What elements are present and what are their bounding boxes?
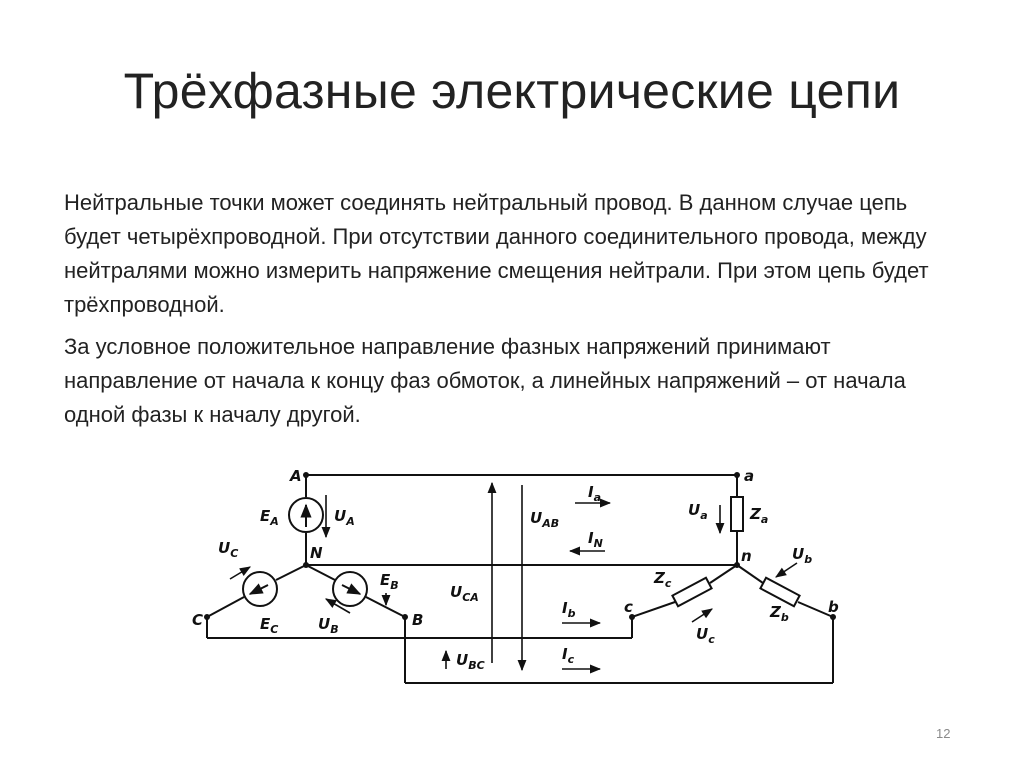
- impedance-zb: [760, 578, 799, 606]
- label-Za: [749, 505, 768, 526]
- slide-title: Трёхфазные электрические цепи: [123, 63, 901, 119]
- label-UAB: [530, 509, 559, 530]
- body-text: [64, 186, 964, 440]
- paragraph-neutral-wire: Нейтральные точки может соединять нейтральный провод. В данном случае цепь будет четырёхпроводной. При отсутствии данного соединительного провода, между нейтралями можно измерить напряжение смещения нейтрали. При этом цепь будет трёхпроводной.: [64, 190, 929, 317]
- svg-text:Zc: $Z_c$: [654, 569, 672, 590]
- phase-b-wire-n: [306, 565, 335, 580]
- svg-text:UB: $U_B$: [318, 615, 339, 636]
- label-EC: [260, 615, 278, 636]
- impedance-za: [731, 497, 743, 531]
- label-node-b: b: [828, 598, 839, 616]
- circuit-svg: [180, 455, 860, 715]
- label-node-a: a: [744, 467, 755, 485]
- label-Ia: [588, 483, 601, 504]
- node-dots: [204, 472, 836, 620]
- svg-text:EB: $E_B$: [380, 571, 399, 592]
- label-EA: [260, 507, 279, 528]
- node-dot-a: [734, 472, 740, 478]
- load-b-wire-n: [737, 565, 763, 583]
- svg-text:Uc: $U_c$: [696, 625, 715, 646]
- load-c-wire-c: [632, 602, 675, 617]
- label-Ub-load: [792, 545, 812, 566]
- label-Ic: [562, 645, 575, 666]
- arrow-uc-load: [692, 609, 712, 622]
- label-node-C: C: [192, 611, 204, 629]
- impedance-zc: [672, 578, 711, 606]
- emf-source-b: [333, 572, 367, 606]
- node-dot-C: [204, 614, 210, 620]
- label-Zc: [653, 569, 672, 590]
- label-Zb: [769, 603, 789, 624]
- label-UBC: [456, 651, 485, 672]
- svg-text:EA: $E_A$: [260, 507, 279, 528]
- label-UB-gen: [318, 615, 339, 636]
- label-EB: [380, 571, 399, 592]
- svg-text:Za: $Z_a$: [750, 505, 769, 526]
- svg-text:UBC: $U_{BC}$: [456, 651, 485, 672]
- paragraph-positive-direction: За условное положительное направление фазных напряжений принимают направление от начала к концу фаз обмоток, а линейных напряжений – от начала одной фазы к началу другой.: [64, 334, 906, 427]
- svg-text:UA: $U_A$: [334, 507, 355, 528]
- svg-text:Ib: $I_b$: [562, 599, 576, 620]
- phase-c-wire-n: [276, 565, 306, 580]
- svg-text:Ia: $I_a$: [588, 483, 602, 504]
- svg-text:Ub: $U_b$: [792, 545, 813, 566]
- label-Uc-load: [696, 625, 715, 646]
- node-dot-n: [734, 562, 740, 568]
- svg-text:Ic: $I_c$: [562, 645, 575, 666]
- svg-text:Ua: $U_a$: [688, 501, 708, 522]
- label-node-n: n: [741, 547, 752, 565]
- label-UCA: [450, 583, 479, 604]
- page-number: 12: [936, 726, 951, 741]
- label-Ua-load: [688, 501, 708, 522]
- label-UC-gen: [218, 539, 238, 560]
- node-dot-B: [402, 614, 408, 620]
- label-node-N: N: [310, 544, 323, 562]
- label-node-A: A: [290, 467, 302, 485]
- svg-text:Zb: $Z_b$: [770, 603, 789, 624]
- three-phase-circuit-diagram: [180, 455, 860, 715]
- svg-text:UCA: $U_{CA}$: [450, 583, 479, 604]
- node-dot-N: [303, 562, 309, 568]
- label-node-c: c: [624, 598, 633, 616]
- phase-c-wire-c: [207, 597, 244, 617]
- emf-source-a: [289, 498, 323, 532]
- label-Ib: [562, 599, 576, 620]
- label-node-B: B: [412, 611, 424, 629]
- svg-text:IN: $I_N$: [588, 529, 603, 550]
- label-IN: [588, 529, 603, 550]
- label-UA: [334, 507, 355, 528]
- svg-text:UAB: $U_{AB}$: [530, 509, 560, 530]
- emf-source-c: [243, 572, 277, 606]
- node-dot-A: [303, 472, 309, 478]
- svg-text:EC: $E_C$: [260, 615, 279, 636]
- load-c-wire-n: [710, 565, 737, 583]
- arrow-ub-load: [776, 563, 797, 577]
- svg-text:UC: $U_C$: [218, 539, 239, 560]
